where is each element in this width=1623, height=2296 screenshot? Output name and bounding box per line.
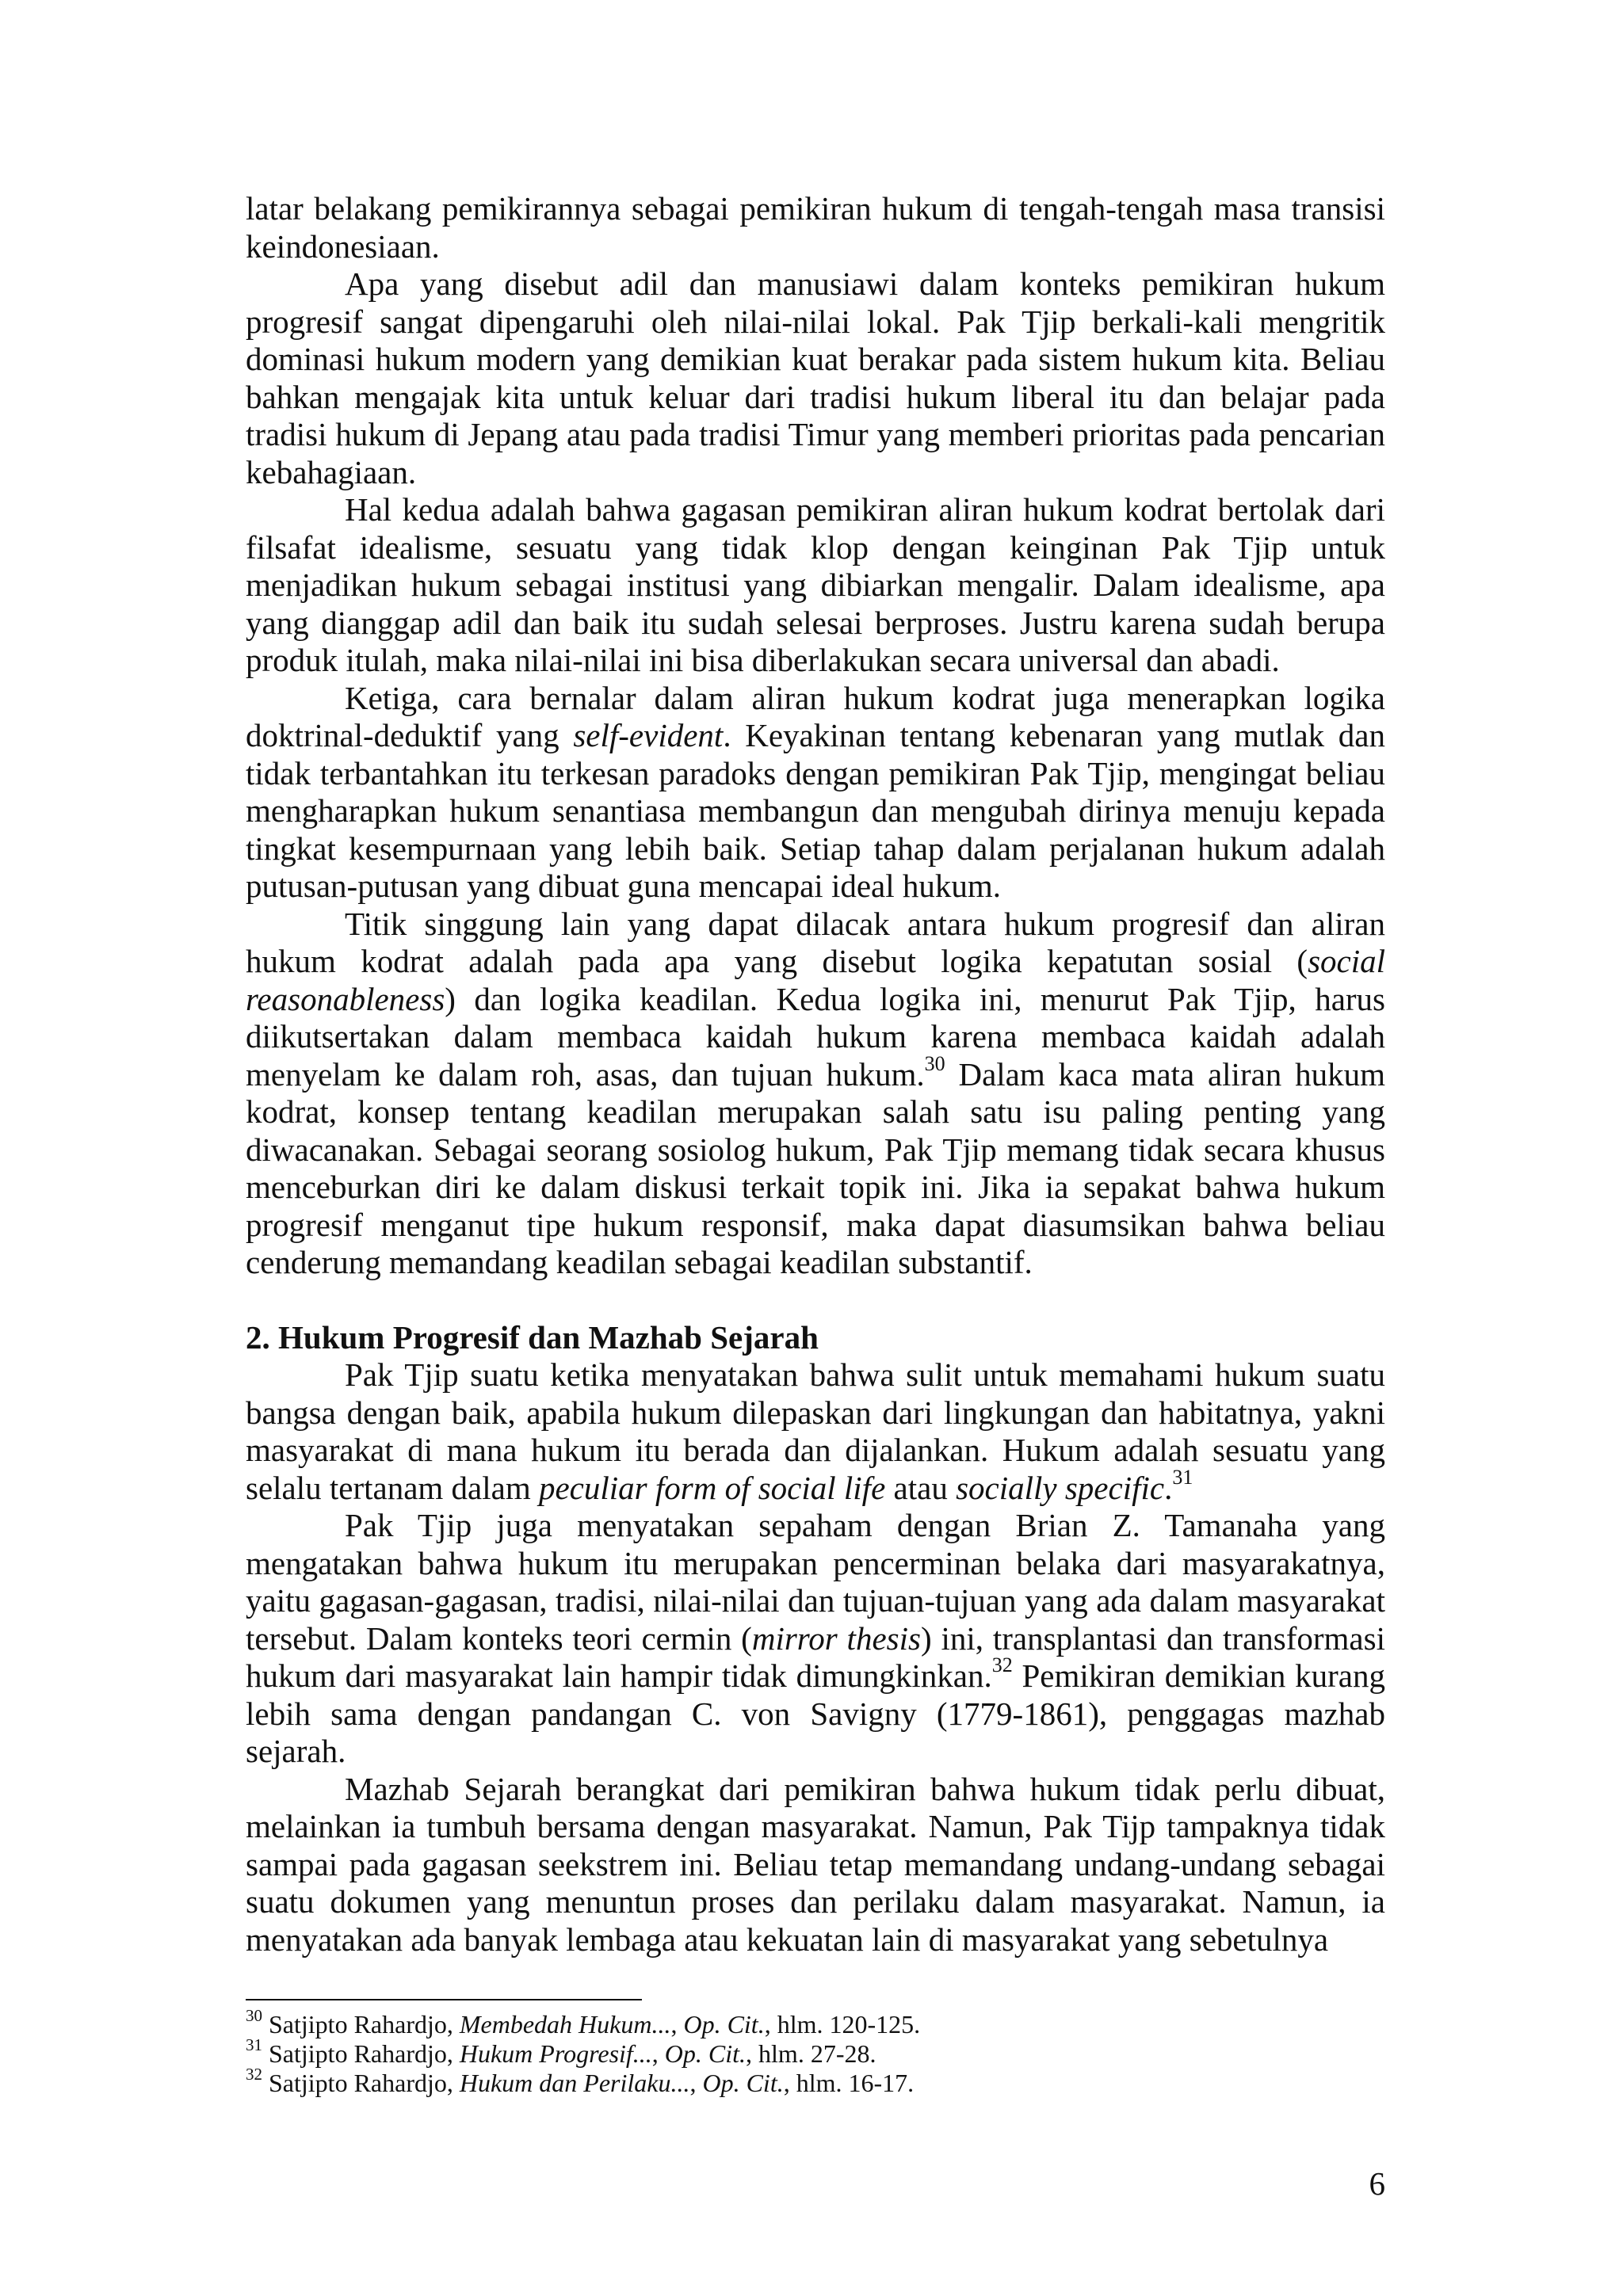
paragraph-habitat-text-3: . (1164, 1469, 1173, 1506)
section-heading: 2. Hukum Progresif dan Mazhab Sejarah (246, 1318, 819, 1356)
paragraph-mirror-thesis (246, 1507, 1385, 1771)
paragraph-idealism: Hal kedua adalah bahwa gagasan pemikiran aliran hukum kodrat bertolak dari filsafat idealisme, sesuatu yang tidak klop dengan keinginan Pak Tjip untuk menjadikan hukum sebagai institusi yang dibiarkan mengalir. Dalam idealisme, apa yang dianggap adil dan baik itu sudah selesai berproses. Justru karena sudah berupa produk itulah, maka nilai-nilai ini bisa diberlakukan secara universal dan abadi. (246, 491, 1385, 678)
footnote-ref-31[interactable]: 31 (1172, 1465, 1193, 1489)
paragraph-reasoning-text-2: . Keyakinan tentang kebenaran yang mutlak dan tidak terbantahkan itu terkesan paradoks dengan pemikiran Pak Tjip, mengingat beliau mengharapkan hukum senantiasa membangun dan mengubah dirinya menuju kepada tingkat kesempurnaan yang lebih baik. Setiap tahap dalam perjalanan hukum adalah putusan-putusan yang dibuat guna mencapai ideal hukum. (246, 717, 1386, 904)
footnote-title: Membedah Hukum... (459, 2010, 671, 2039)
paragraph-justice-text: Titik singgung lain yang dapat dilacak antara hukum progresif dan aliran hukum kodrat adalah pada apa yang disebut logika kepatutan sosial ( (246, 905, 1385, 979)
footnote-separator: , (651, 2039, 665, 2068)
footnote-title: Hukum Progresif... (459, 2039, 652, 2068)
footnote-separator: , (689, 2069, 703, 2097)
italic-term-social-reasonableness: social reasonableness (246, 943, 1385, 1017)
paragraph-justice-logic (246, 906, 1385, 1282)
italic-term-socially-specific: socially specific (956, 1469, 1165, 1506)
footnote-opcit: Op. Cit. (702, 2069, 784, 2097)
paragraph-continuation: latar belakang pemikirannya sebagai pemikiran hukum di tengah-tengah masa transisi keindonesiaan. (246, 190, 1385, 265)
footnote-author: Satjipto Rahardjo, (269, 2010, 460, 2039)
italic-term-peculiar-form: peculiar form of social life (538, 1469, 886, 1506)
paragraph-local-values: Apa yang disebut adil dan manusiawi dalam konteks pemikiran hukum progresif sangat dipengaruhi oleh nilai-nilai lokal. Pak Tjip berkali-kali mengritik dominasi hukum modern yang demikian kuat berakar pada sistem hukum kita. Beliau bahkan mengajak kita untuk keluar dari tradisi hukum liberal itu dan belajar pada tradisi hukum di Jepang atau pada tradisi Timur yang memberi prioritas pada pencarian kebahagiaan. (246, 265, 1385, 490)
footnote-number: 32 (246, 2065, 262, 2084)
italic-term-mirror-thesis: mirror thesis (751, 1619, 921, 1657)
footnote-ref-30[interactable]: 30 (924, 1051, 945, 1075)
footnote-32 (246, 2065, 1385, 2098)
paragraph-reasoning-text: Ketiga, cara bernalar dalam aliran hukum kodrat juga menerapkan logika doktrinal-deduktif yang (246, 679, 1385, 753)
paragraph-mirror-text: Pak Tjip juga menyatakan sepaham dengan Brian Z. Tamanaha yang mengatakan bahwa hukum itu merupakan pencerminan belaka dari masyarakatnya, yaitu gagasan-gagasan, tradisi, nilai-nilai dan tujuan-tujuan yang ada dalam masyarakat tersebut. Dalam konteks teori cermin ( (246, 1507, 1385, 1657)
footnote-author: Satjipto Rahardjo, (269, 2069, 460, 2097)
body-text (246, 190, 1385, 1958)
footnote-opcit: Op. Cit. (664, 2039, 747, 2068)
footnote-ref-32[interactable]: 32 (991, 1653, 1013, 1677)
footnote-title: Hukum dan Perilaku... (459, 2069, 690, 2097)
footnote-30 (246, 2006, 1385, 2039)
footnote-31 (246, 2035, 1385, 2069)
paragraph-reasoning (246, 680, 1385, 906)
page-number: 6 (1369, 2165, 1385, 2202)
footnote-number: 31 (246, 2035, 262, 2055)
footnote-opcit: Op. Cit. (683, 2010, 765, 2039)
paragraph-habitat (246, 1356, 1385, 1507)
footnote-number: 30 (246, 2006, 262, 2026)
paragraph-justice-text-2: ) dan logika keadilan. Kedua logika ini, menurut Pak Tjip, harus diikutsertakan dalam membaca kaidah hukum karena membaca kaidah adalah menyelam ke dalam roh, asas, dan tujuan hukum. (246, 980, 1385, 1093)
footnotes (246, 2006, 1385, 2098)
footnote-pages: , hlm. 120-125. (764, 2010, 921, 2039)
footnote-pages: , hlm. 27-28. (746, 2039, 876, 2068)
footnote-divider (246, 1999, 642, 2000)
paragraph-justice-text-3: Dalam kaca mata aliran hukum kodrat, konsep tentang keadilan merupakan salah satu isu paling penting yang diwacanakan. Sebagai seorang sosiolog hukum, Pak Tjip memang tidak secara khusus menceburkan diri ke dalam diskusi terkait topik ini. Jika ia sepakat bahwa hukum progresif menganut tipe hukum responsif, maka dapat diasumsikan bahwa beliau cenderung memandang keadilan sebagai keadilan substantif. (246, 1055, 1386, 1280)
paragraph-habitat-text: Pak Tjip suatu ketika menyatakan bahwa sulit untuk memahami hukum suatu bangsa dengan baik, apabila hukum dilepaskan dari lingkungan dan habitatnya, yakni masyarakat di mana hukum itu berada dan dijalankan. Hukum adalah sesuatu yang selalu tertanam dalam (246, 1356, 1385, 1506)
italic-term-self-evident: self-evident (573, 717, 724, 753)
paragraph-habitat-text-2: atau (885, 1469, 957, 1506)
paragraph-mirror-text-2: ) ini, transplantasi dan transformasi hukum dari masyarakat lain hampir tidak dimungkinkan. (246, 1619, 1385, 1694)
paragraph-historical-school: Mazhab Sejarah berangkat dari pemikiran bahwa hukum tidak perlu dibuat, melainkan ia tumbuh bersama dengan masyarakat. Namun, Pak Tijp tampaknya tidak sampai pada gagasan seekstrem ini. Beliau tetap memandang undang-undang sebagai suatu dokumen yang menuntun proses dan perilaku dalam masyarakat. Namun, ia menyatakan ada banyak lembaga atau kekuatan lain di masyarakat yang sebetulnya (246, 1770, 1385, 1958)
footnote-separator: , (670, 2010, 684, 2039)
paragraph-mirror-text-3: Pemikiran demikian kurang lebih sama dengan pandangan C. von Savigny (1779-1861), penggagas mazhab sejarah. (246, 1657, 1386, 1769)
footnote-pages: , hlm. 16-17. (783, 2069, 915, 2097)
footnote-author: Satjipto Rahardjo, (269, 2039, 460, 2068)
